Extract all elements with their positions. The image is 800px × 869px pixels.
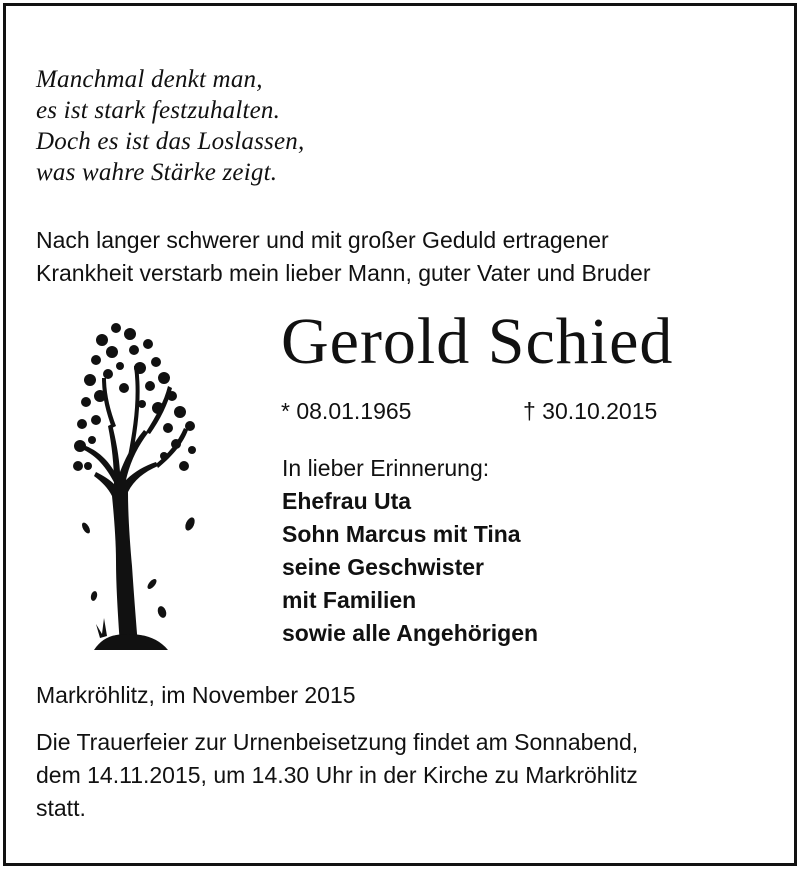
announcement-line: Krankheit verstarb mein lieber Mann, guter Vater und Bruder [36,260,651,286]
mourner-name: mit Familien [282,587,417,613]
announcement-text [36,224,651,290]
obituary-notice [3,3,797,866]
poem-line: es ist stark festzuhalten. [36,97,281,124]
poem-line: Doch es ist das Loslassen, [36,128,305,155]
mourners-heading: In lieber Erinnerung: [282,455,490,481]
mourner-name: seine Geschwister [282,554,484,580]
announcement-line: Nach langer schwerer und mit großer Geduld ertragener [36,227,609,253]
mourner-name: Sohn Marcus mit Tina [282,521,521,547]
memorial-poem [36,64,304,188]
ceremony-line: statt. [36,795,86,821]
birth-date: * 08.01.1965 [281,398,412,424]
mourner-name: Ehefrau Uta [282,488,412,514]
death-date: † 30.10.2015 [523,398,658,424]
ceremony-line: Die Trauerfeier zur Urnenbeisetzung findet am Sonnabend, [36,729,639,755]
tree-with-falling-leaves-icon [72,316,202,652]
place-and-date: Markröhlitz, im November 2015 [36,682,356,708]
poem-line: was wahre Stärke zeigt. [36,159,278,186]
mourners-list [282,452,538,650]
ceremony-line: dem 14.11.2015, um 14.30 Uhr in der Kirche zu Markröhlitz [36,762,638,788]
deceased-name: Gerold Schied [281,305,674,378]
funeral-ceremony-info [36,726,638,825]
poem-line: Manchmal denkt man, [36,66,263,93]
mourner-name: sowie alle Angehörigen [282,620,539,646]
